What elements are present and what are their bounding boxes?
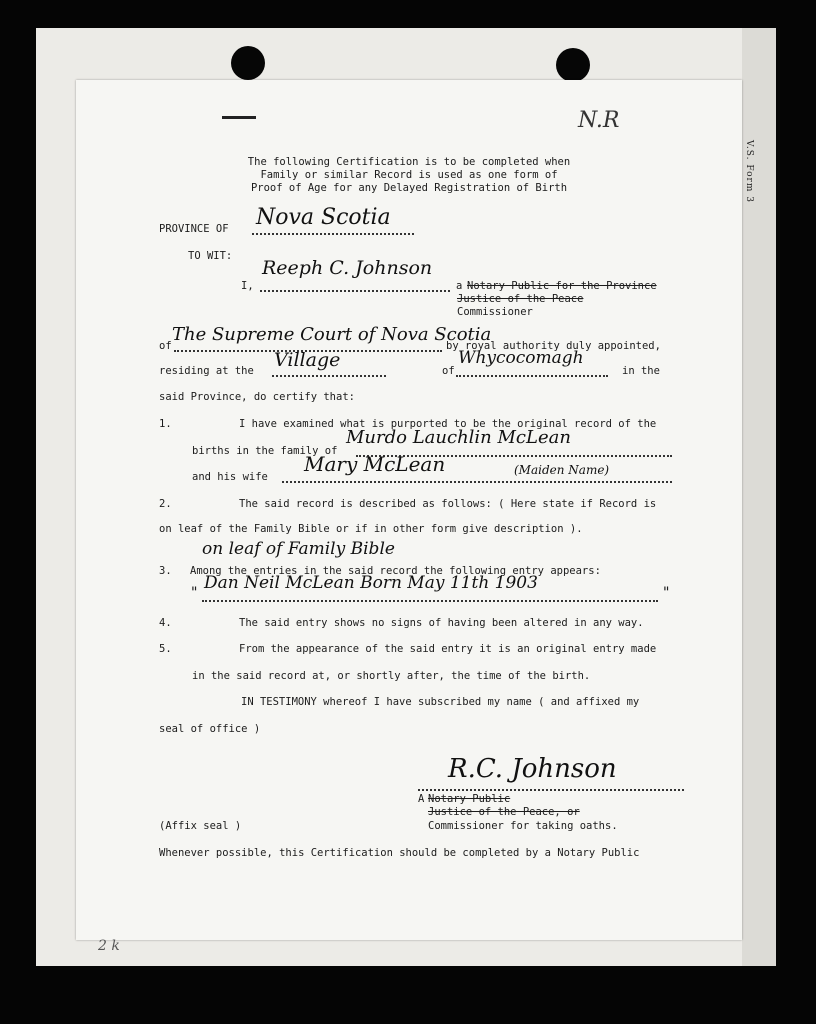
certification-form <box>76 80 742 940</box>
header-line-2: Family or similar Record is used as one form of <box>260 169 558 181</box>
wife-note: (Maiden Name) <box>514 463 610 477</box>
notary-option: Notary Public for the Province <box>467 280 657 292</box>
wife-value: Mary McLean <box>304 452 446 476</box>
place-value: Whycocomagh <box>458 348 584 368</box>
name-line <box>260 290 450 292</box>
wife-line <box>282 481 672 483</box>
item-5-number: 5. <box>159 643 172 655</box>
village-value: Village <box>274 349 341 371</box>
stray-dash <box>222 116 256 119</box>
entry-line <box>202 600 658 602</box>
seal-office-line: seal of office ) <box>159 723 261 735</box>
punch-hole-left <box>231 46 265 80</box>
i-label: I, <box>241 280 254 292</box>
justice-option: Justice of the Peace <box>457 293 584 305</box>
corner-mark: N.R <box>578 108 620 133</box>
item-4-number: 4. <box>159 617 172 629</box>
entry-quote-close: " <box>662 585 671 601</box>
of2-label: of <box>442 365 455 377</box>
record-desc-value: on leaf of Family Bible <box>202 539 395 559</box>
item-2-number: 2. <box>159 498 172 510</box>
item-5-line-1: From the appearance of the said entry it is an original entry made <box>239 643 657 655</box>
to-wit-label: TO WIT: <box>188 250 233 262</box>
bottom-marks: 2 k <box>98 938 120 954</box>
court-value: The Supreme Court of Nova Scotia <box>172 324 492 345</box>
province-value: Nova Scotia <box>256 205 391 230</box>
item-1-number: 1. <box>159 418 172 430</box>
form-id: V.S. Form 3 <box>744 140 754 203</box>
testimony-line: IN TESTIMONY whereof I have subscribed my name ( and affixed my <box>241 696 640 708</box>
entry-quote-open: " <box>190 585 199 601</box>
footer-note: Whenever possible, this Certification should be completed by a Notary Public <box>159 847 640 859</box>
punch-hole-right <box>556 48 590 82</box>
royal-label: by royal authority duly appointed, <box>446 340 661 352</box>
header-line-1: The following Certification is to be completed when <box>247 156 571 168</box>
header-line-3: Proof of Age for any Delayed Registration of Birth <box>250 182 568 194</box>
province-line <box>252 233 414 235</box>
entry-value: Dan Neil McLean Born May 11th 1903 <box>204 573 538 593</box>
signature-line <box>418 789 684 791</box>
sign-notary-option: Notary Public <box>428 793 511 805</box>
sign-justice-option: Justice of the Peace, or <box>428 806 580 818</box>
item-3-line: Among the entries in the said record the following entry appears: <box>190 565 601 577</box>
family-value: Murdo Lauchlin McLean <box>346 427 571 448</box>
affix-seal: (Affix seal ) <box>159 820 242 832</box>
item-3-number: 3. <box>159 565 172 577</box>
province-label: PROVINCE OF <box>159 223 229 235</box>
name-value: Reeph C. Johnson <box>262 257 433 279</box>
commissioner-option: Commissioner <box>457 306 533 318</box>
item-1-line-1: I have examined what is purported to be the original record of the <box>239 418 657 430</box>
item-2-line-1: The said record is described as follows: ( Here state if Record is <box>239 498 657 510</box>
sign-a-label: A <box>418 793 425 805</box>
sign-commissioner-option: Commissioner for taking oaths. <box>428 820 618 832</box>
said-province: said Province, do certify that: <box>159 391 355 403</box>
a-label: a <box>456 280 463 292</box>
item-5-line-2: in the said record at, or shortly after, the time of the birth. <box>192 670 591 682</box>
item-4-line: The said entry shows no signs of having been altered in any way. <box>239 617 644 629</box>
place-line <box>456 375 608 377</box>
residing-label: residing at the <box>159 365 254 377</box>
item-1-line-2: births in the family of <box>192 445 338 457</box>
item-1-line-3: and his wife <box>192 471 268 483</box>
signature: R.C. Johnson <box>448 754 617 784</box>
village-line <box>272 375 386 377</box>
item-2-line-2: on leaf of the Family Bible or if in other form give description ). <box>159 523 583 535</box>
in-the-label: in the <box>622 365 660 377</box>
of-label: of <box>159 340 172 352</box>
